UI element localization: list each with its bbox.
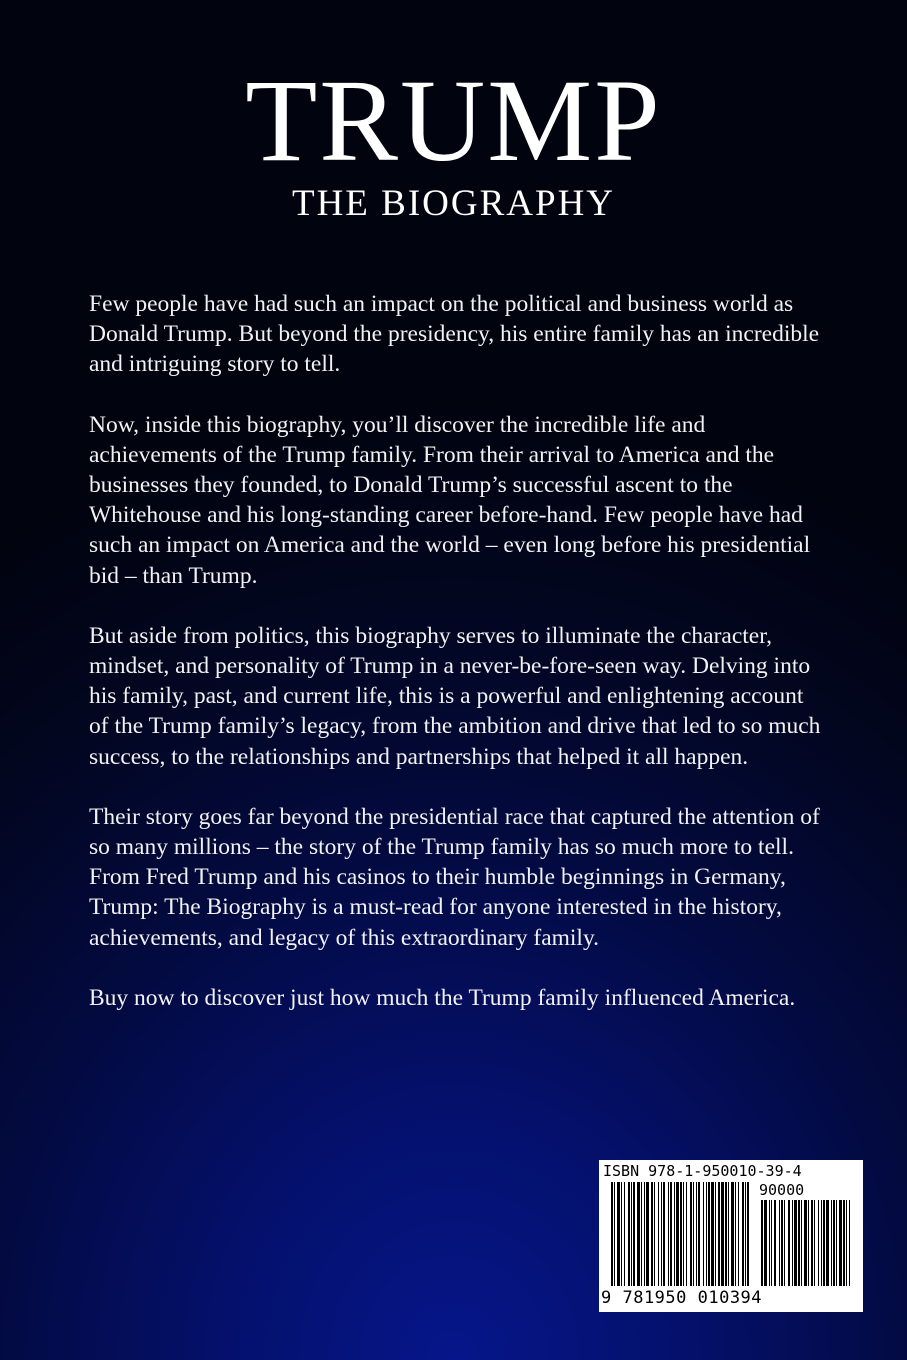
book-title: TRUMP xyxy=(245,55,662,186)
blurb-paragraph-2: Now, inside this biography, you’ll discover the incredible life and achievements of the Trump family. From their arrival to America and the businesses they founded, to Donald Trump’s successful ascent to the Whitehouse and his long-standing career before-hand. Few people have had such an impact on America and the world – even long before his presidential bid – than Trump. xyxy=(89,411,811,589)
blurb-paragraph-5: Buy now to discover just how much the Trump family influenced America. xyxy=(89,984,796,1011)
blurb-paragraph-4: Their story goes far beyond the presidential race that captured the attention of so many millions – the story of the Trump family has so much more to tell. From Fred Trump and his casinos to their humble beginnings in Germany, Trump: The Biography is a must-read for anyone interested in the history, achievements, and legacy of this extraordinary family. xyxy=(89,803,820,951)
barcode-bars xyxy=(611,1182,853,1292)
book-subtitle: THE BIOGRAPHY xyxy=(291,183,616,224)
blurb-paragraph-3: But aside from politics, this biography serves to illuminate the character, mindset, and personality of Trump in a never-be-fore-seen way. Delving into his family, past, and current life, this is a powerful and enlightening account of the Trump family’s legacy, from the ambition and drive that led to so much success, to the relationships and partnerships that helped it all happen. xyxy=(89,622,821,770)
blurb-paragraph-1: Few people have had such an impact on the political and business world as Donald Trump. But beyond the presidency, his entire family has an incredible and intriguing story to tell. xyxy=(89,291,820,378)
ean-digits: 9 781950 010394 xyxy=(601,1288,763,1308)
barcode-addon-code: 90000 xyxy=(759,1181,805,1199)
isbn-barcode xyxy=(599,1160,863,1312)
back-cover-blurb xyxy=(89,289,824,1043)
isbn-label: ISBN 978-1-950010-39-4 xyxy=(603,1162,802,1180)
